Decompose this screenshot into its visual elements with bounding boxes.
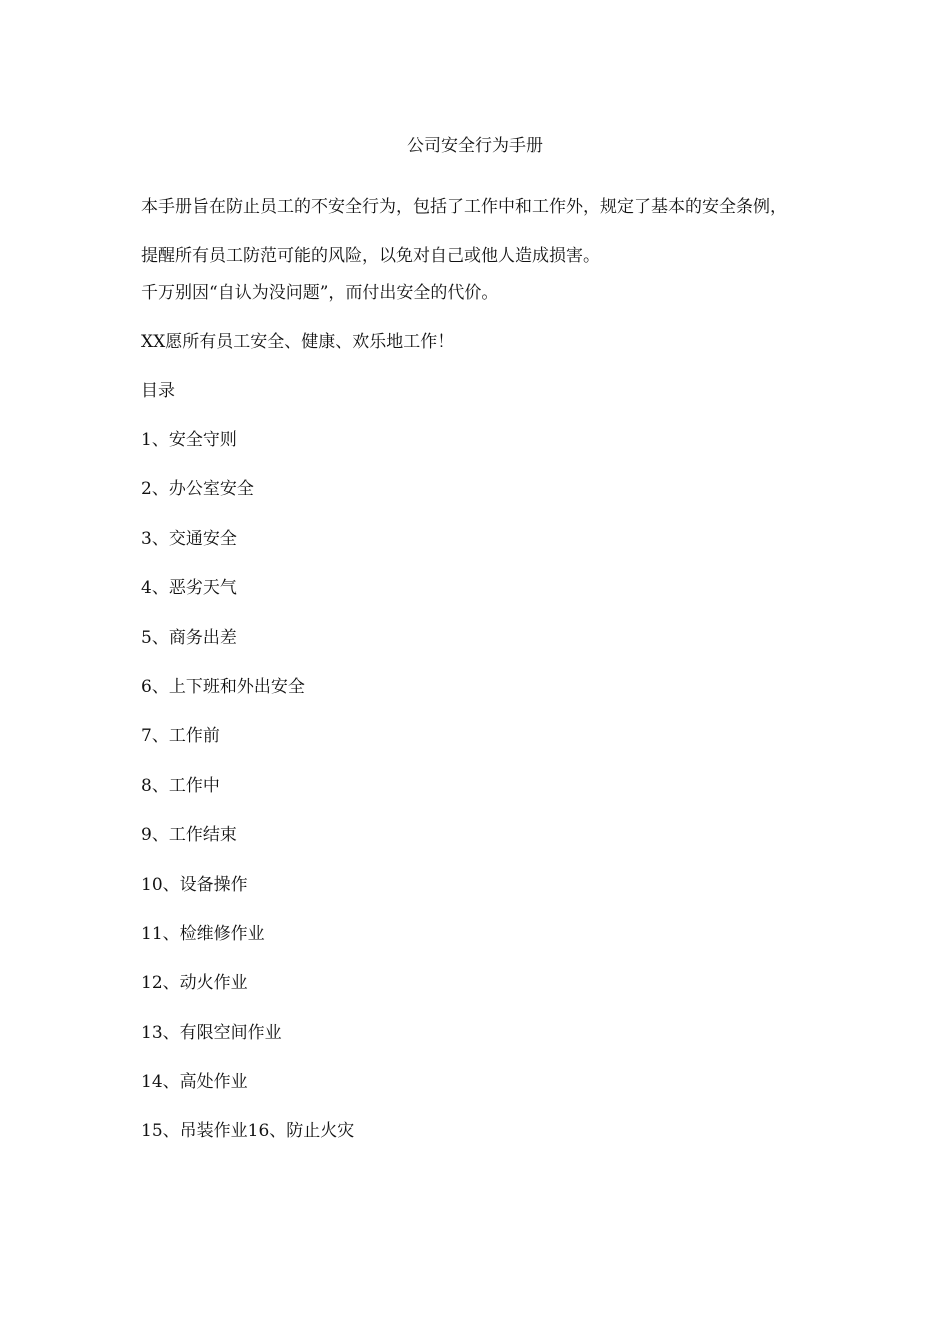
toc-item: 14、高处作业 — [141, 1072, 248, 1093]
toc-item: 8、工作中 — [141, 775, 220, 796]
toc-item: 4、恶劣天气 — [141, 578, 237, 599]
toc-item: 15、吊装作业16、防止火灾 — [141, 1121, 355, 1142]
wish-paragraph: XX愿所有员工安全、健康、欢乐地工作！ — [141, 332, 455, 352]
toc-item: 9、工作结束 — [141, 825, 237, 846]
toc-item: 6、上下班和外出安全 — [141, 676, 305, 697]
document-title: 公司安全行为手册 — [407, 136, 543, 156]
intro-paragraph: 本手册旨在防止员工的不安全行为，包括了工作中和工作外，规定了基本的安全条例，提醒所有员工防范可能的风险，以免对自己或他人造成损害。 — [141, 197, 787, 266]
toc-item: 7、工作前 — [141, 726, 220, 747]
toc-item: 1、安全守则 — [141, 430, 237, 450]
toc-item: 2、办公室安全 — [141, 479, 254, 500]
warning-paragraph: 千万别因“自认为没问题”，而付出安全的代价。 — [141, 283, 499, 303]
toc-item: 5、商务出差 — [141, 627, 237, 648]
toc-list — [141, 428, 791, 1169]
toc-item: 10、设备操作 — [141, 874, 248, 895]
toc-heading: 目录 — [141, 381, 175, 401]
toc-item: 12、动火作业 — [141, 973, 248, 994]
toc-item: 3、交通安全 — [141, 528, 237, 549]
toc-item: 11、检维修作业 — [141, 923, 265, 944]
toc-item: 13、有限空间作业 — [141, 1022, 282, 1043]
document-body — [141, 183, 791, 1169]
